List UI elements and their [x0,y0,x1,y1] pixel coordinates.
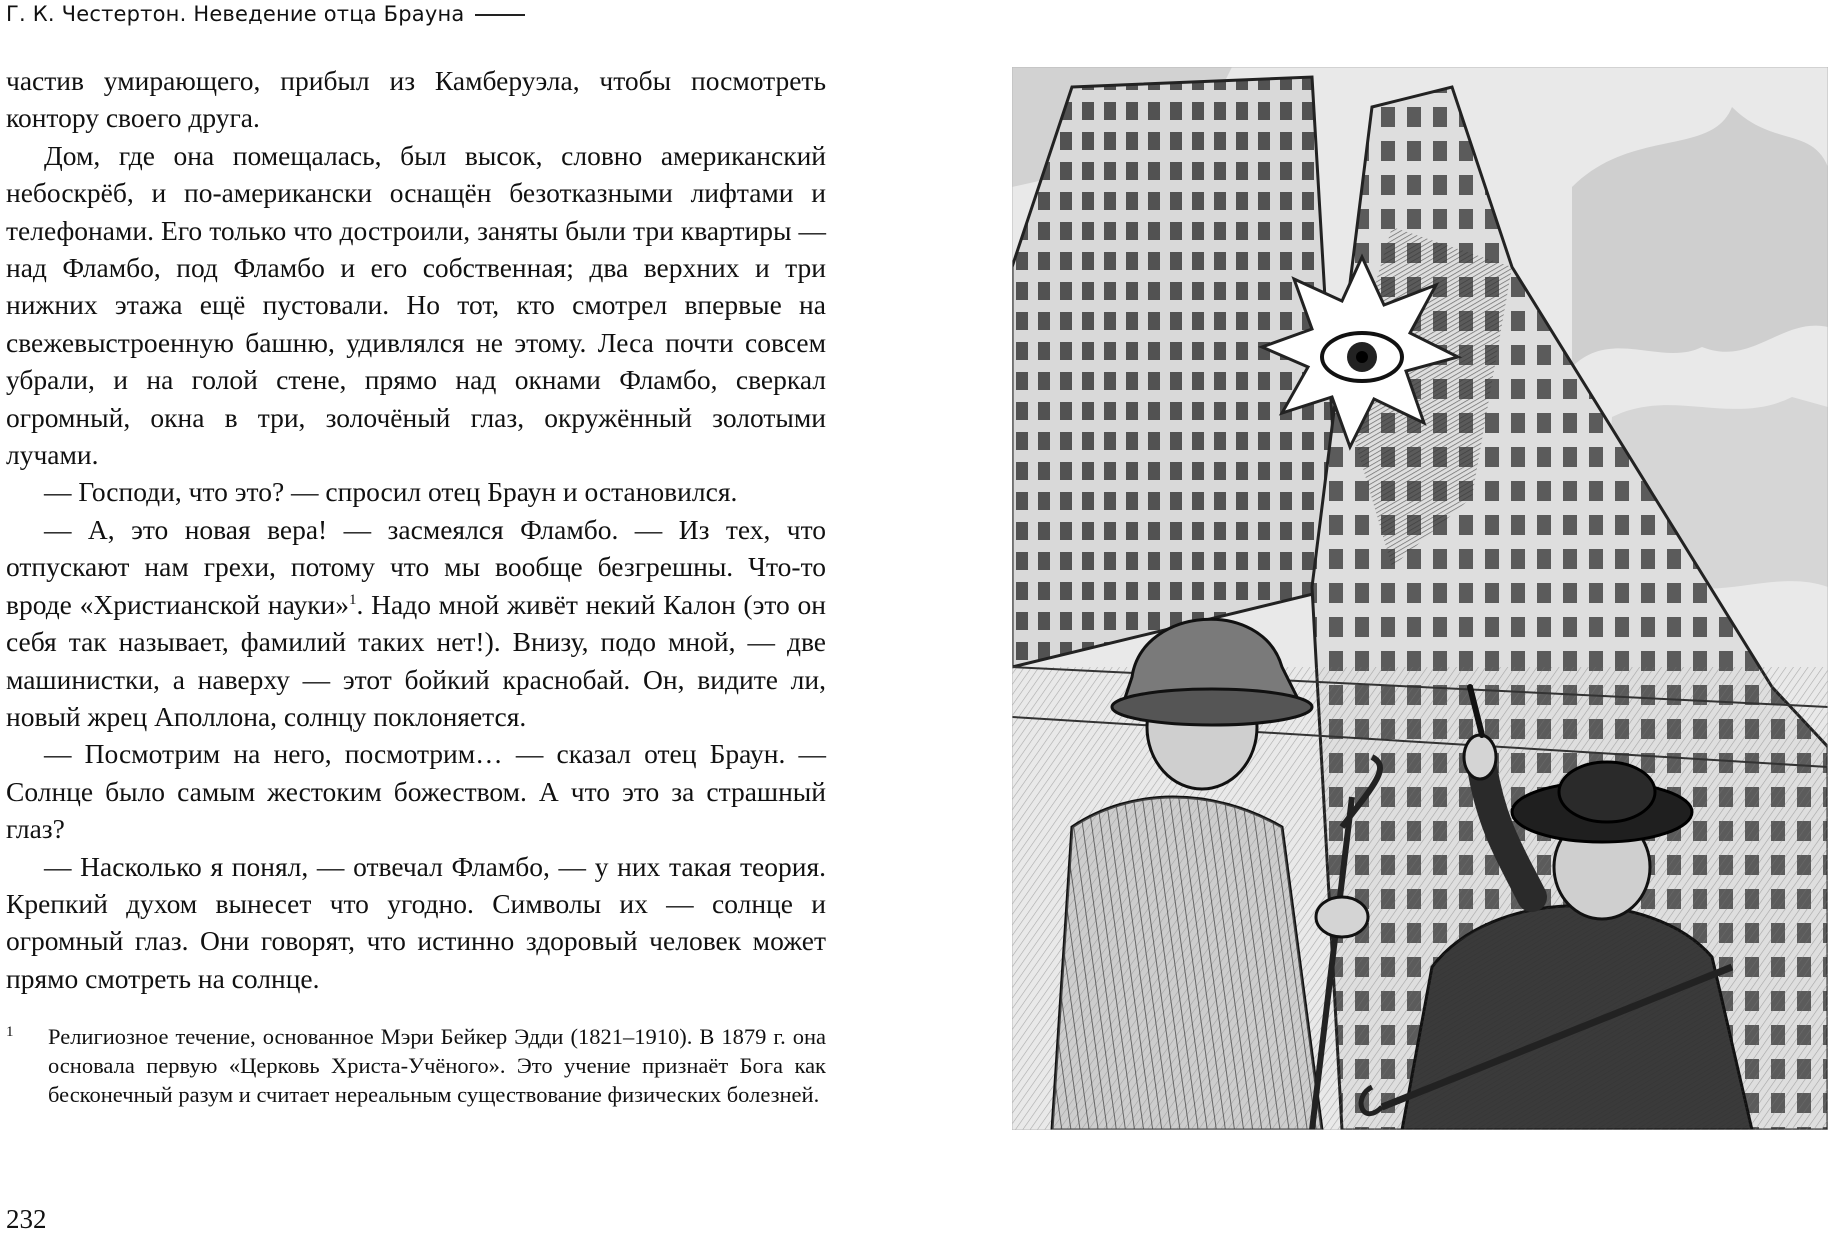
running-head [6,2,525,26]
paragraph-part: — А, это новая вера! — засмеялся Фламбо. — Из тех, что отпускают нам грехи, потому что мы вообще безгрешны. Что-то вроде «Христианской науки» [6,513,826,620]
running-title: Г. К. Честертон. Неведение отца Брауна [6,2,465,26]
illustration [1012,67,1828,1130]
paragraph: — Господи, что это? — спросил отец Браун и остановился. [44,476,738,508]
page-number: 232 [6,1204,47,1234]
paragraph: — Посмотрим на него, посмотрим… — сказал отец Браун. — Солнце было самым жестоким божеством. А что это за страшный глаз? [6,738,826,845]
paragraph: частив умирающего, прибыл из Камберуэла, чтобы посмотреть контору своего друга. [6,65,826,134]
paragraph: — Насколько я понял, — отвечал Фламбо, — у них такая теория. Крепкий духом вынесет что угодно. Символы их — солнце и огромный глаз. Они говорят, что истинно здоровый человек может прямо смотреть на солнце. [6,850,826,994]
paragraph: Дом, где она помещалась, был высок, словно американский небоскрёб, и по-американски оснащён безотказными лифтами и телефонами. Его только что достроили, заняты были три квартиры — над Фламбо, под Фламбо и его собственная; два верхних и три нижних этажа ещё пустовали. Но тот, кто смотрел впервые на свежевыстроенную башню, удивлялся не этому. Леса почти совсем убрали, и на голой стене, прямо над окнами Фламбо, сверкал огромный, окна в три, золочёный глаз, окружённый золотыми лучами. [6,139,826,471]
running-head-rule [475,14,525,16]
footnote-text: Религиозное течение, основанное Мэри Бейкер Эдди (1821–1910). В 1879 г. она основала первую «Церковь Христа-Учёного». Это учение признаёт Бога как бесконечный разум и считает нереальным существование физических болезней. [48,1024,826,1107]
body-text [6,62,826,997]
footnote-reference[interactable]: 1 [349,591,357,608]
pointing-hand [1464,735,1496,779]
footnote-mark: 1 [6,1024,14,1040]
paragraph-part: . Надо мной живёт некий Калон (это он себя так называет, фамилий таких нет!). Внизу, подо мной, — две машинистки, а наверху — этот бойкий краснобай. Он, видите ли, новый жрец Аполлона, солнцу поклоняется. [6,588,826,732]
footnote [6,1022,826,1109]
left-tower-windows [1012,77,1342,667]
skyscraper-drawing [1012,67,1828,1130]
paragraph [6,511,826,735]
hand [1316,897,1368,937]
